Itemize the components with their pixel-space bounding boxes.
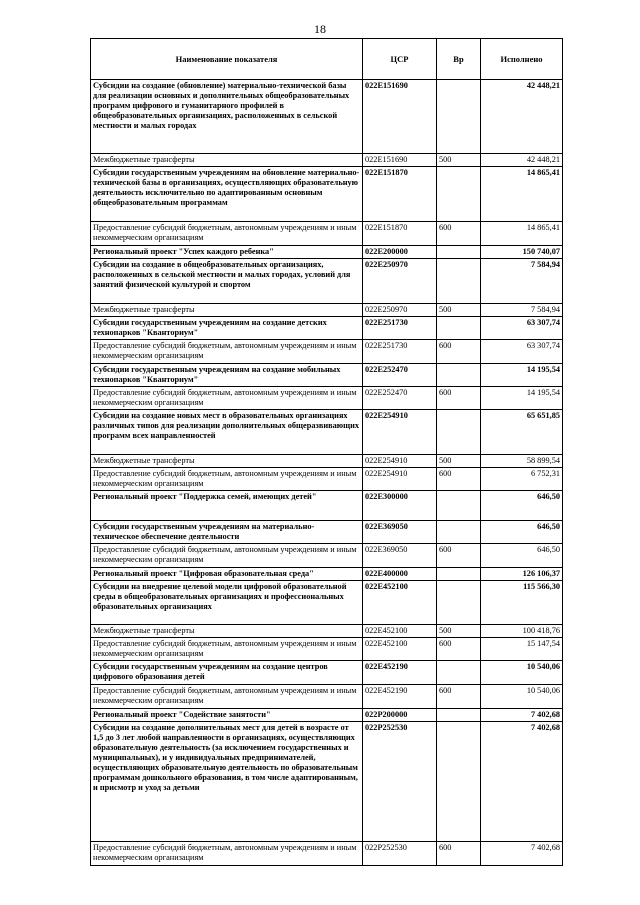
name-cell: Региональный проект "Успех каждого ребенка"	[91, 246, 363, 259]
csr-cell: 022E252470	[363, 387, 437, 410]
name-cell: Региональный проект "Цифровая образовательная среда"	[91, 568, 363, 581]
name-cell: Региональный проект "Поддержка семей, имеющих детей"	[91, 491, 363, 521]
csr-cell: 022P200000	[363, 709, 437, 722]
name-cell: Субсидии на внедрение целевой модели цифровой образовательной среды в общеобразовательных организациях и профессиональных образовательных организациях	[91, 581, 363, 625]
sum-cell: 7 402,68	[481, 842, 563, 866]
sum-cell: 646,50	[481, 544, 563, 568]
vr-cell: 600	[437, 387, 481, 410]
sum-cell: 100 418,76	[481, 625, 563, 638]
name-cell: Субсидии на создание в общеобразовательных организациях, расположенных в сельской местности и малых городах, условий для занятий физической культурой и спортом	[91, 259, 363, 304]
vr-cell: 600	[437, 222, 481, 246]
table-row	[91, 340, 563, 364]
table-row	[91, 246, 563, 259]
name-cell: Предоставление субсидий бюджетным, автономным учреждениям и иным некоммерческим организациям	[91, 222, 363, 246]
csr-cell: 022E250970	[363, 304, 437, 317]
vr-cell	[437, 709, 481, 722]
sum-cell: 14 195,54	[481, 387, 563, 410]
name-cell: Предоставление субсидий бюджетным, автономным учреждениям и иным некоммерческим организациям	[91, 468, 363, 491]
sum-cell: 65 651,85	[481, 410, 563, 455]
csr-cell: 022E151870	[363, 167, 437, 222]
table-row	[91, 154, 563, 167]
name-cell: Межбюджетные трансферты	[91, 154, 363, 167]
name-cell: Межбюджетные трансферты	[91, 455, 363, 468]
table-row	[91, 410, 563, 455]
csr-cell: 022E251730	[363, 317, 437, 340]
table-row	[91, 167, 563, 222]
sum-cell: 14 865,41	[481, 222, 563, 246]
csr-cell: 022E200000	[363, 246, 437, 259]
table-row	[91, 709, 563, 722]
vr-cell	[437, 661, 481, 685]
sum-cell: 63 307,74	[481, 317, 563, 340]
vr-cell	[437, 568, 481, 581]
vr-cell: 500	[437, 304, 481, 317]
csr-cell: 022E151690	[363, 80, 437, 154]
table-row	[91, 568, 563, 581]
column-header-vr: Вр	[437, 39, 481, 80]
table-row	[91, 625, 563, 638]
name-cell: Межбюджетные трансферты	[91, 304, 363, 317]
vr-cell: 500	[437, 625, 481, 638]
csr-cell: 022E254910	[363, 455, 437, 468]
table-row	[91, 455, 563, 468]
table-row	[91, 259, 563, 304]
page-number: 18	[314, 22, 326, 36]
vr-cell	[437, 410, 481, 455]
name-cell: Субсидии на создание (обновление) материально-технической базы для реализации основных и дополнительных общеобразовательных программ цифрового и гуманитарного профилей в общеобразовательных организациях, расположенных в сельской местности и малых городах	[91, 80, 363, 154]
sum-cell: 115 566,30	[481, 581, 563, 625]
csr-cell: 022E254910	[363, 468, 437, 491]
vr-cell	[437, 521, 481, 544]
name-cell: Предоставление субсидий бюджетным, автономным учреждениям и иным некоммерческим организациям	[91, 842, 363, 866]
table-row	[91, 80, 563, 154]
name-cell: Субсидии на создание дополнительных мест для детей в возрасте от 1,5 до 3 лет любой направленности в организациях, осуществляющих образовательную деятельность (за исключением государственных и муниципальных), и у индивидуальных предпринимателей, осуществляющих образовательную деятельность по образовательным программам дошкольного образования, в том числе адаптированным, и присмотр и уход за детьми	[91, 722, 363, 842]
vr-cell	[437, 246, 481, 259]
csr-cell: 022P252530	[363, 842, 437, 866]
csr-cell: 022E369050	[363, 521, 437, 544]
vr-cell: 600	[437, 685, 481, 709]
table-row	[91, 685, 563, 709]
vr-cell	[437, 80, 481, 154]
sum-cell: 126 106,37	[481, 568, 563, 581]
vr-cell: 600	[437, 340, 481, 364]
csr-cell: 022E254910	[363, 410, 437, 455]
csr-cell: 022E300000	[363, 491, 437, 521]
csr-cell: 022E452190	[363, 661, 437, 685]
report-table	[90, 38, 563, 866]
sum-cell: 14 865,41	[481, 167, 563, 222]
name-cell: Субсидии государственным учреждениям на создание центров цифрового образования детей	[91, 661, 363, 685]
table-row	[91, 317, 563, 340]
table-row	[91, 842, 563, 866]
name-cell: Предоставление субсидий бюджетным, автономным учреждениям и иным некоммерческим организациям	[91, 544, 363, 568]
sum-cell: 7 584,94	[481, 259, 563, 304]
sum-cell: 150 740,07	[481, 246, 563, 259]
name-cell: Предоставление субсидий бюджетным, автономным учреждениям и иным некоммерческим организациям	[91, 387, 363, 410]
sum-cell: 7 402,68	[481, 709, 563, 722]
table-row	[91, 364, 563, 387]
sum-cell: 10 540,06	[481, 661, 563, 685]
table-row	[91, 222, 563, 246]
csr-cell: 022P252530	[363, 722, 437, 842]
vr-cell: 600	[437, 638, 481, 661]
sum-cell: 58 899,54	[481, 455, 563, 468]
csr-cell: 022E452100	[363, 581, 437, 625]
sum-cell: 63 307,74	[481, 340, 563, 364]
column-header-csr: ЦСР	[363, 39, 437, 80]
sum-cell: 42 448,21	[481, 80, 563, 154]
sum-cell: 6 752,31	[481, 468, 563, 491]
table-row	[91, 638, 563, 661]
vr-cell	[437, 581, 481, 625]
table-row	[91, 468, 563, 491]
vr-cell: 600	[437, 842, 481, 866]
table-row	[91, 661, 563, 685]
sum-cell: 7 584,94	[481, 304, 563, 317]
sum-cell: 42 448,21	[481, 154, 563, 167]
sum-cell: 646,50	[481, 491, 563, 521]
table-row	[91, 387, 563, 410]
name-cell: Предоставление субсидий бюджетным, автономным учреждениям и иным некоммерческим организациям	[91, 340, 363, 364]
table-row	[91, 521, 563, 544]
sum-cell: 7 402,68	[481, 722, 563, 842]
table-header-row	[91, 39, 563, 80]
csr-cell: 022E452100	[363, 638, 437, 661]
name-cell: Субсидии государственным учреждениям на материально-техническое обеспечение деятельности	[91, 521, 363, 544]
csr-cell: 022E250970	[363, 259, 437, 304]
csr-cell: 022E151870	[363, 222, 437, 246]
vr-cell	[437, 364, 481, 387]
csr-cell: 022E400000	[363, 568, 437, 581]
table-row	[91, 491, 563, 521]
vr-cell	[437, 167, 481, 222]
vr-cell	[437, 259, 481, 304]
vr-cell: 500	[437, 154, 481, 167]
name-cell: Субсидии на создание новых мест в образовательных организациях различных типов для реализации дополнительных общеразвивающих программ всех направленностей	[91, 410, 363, 455]
csr-cell: 022E251730	[363, 340, 437, 364]
csr-cell: 022E369050	[363, 544, 437, 568]
vr-cell: 600	[437, 544, 481, 568]
name-cell: Субсидии государственным учреждениям на создание мобильных технопарков "Кванториум"	[91, 364, 363, 387]
sum-cell: 646,50	[481, 521, 563, 544]
sum-cell: 15 147,54	[481, 638, 563, 661]
table-row	[91, 304, 563, 317]
name-cell: Субсидии государственным учреждениям на обновление материально-технической базы в организациях, осуществляющих образовательную деятельность исключительно по адаптированным основным общеобразовательным программам	[91, 167, 363, 222]
vr-cell	[437, 317, 481, 340]
vr-cell: 600	[437, 468, 481, 491]
column-header-sum: Исполнено	[481, 39, 563, 80]
csr-cell: 022E452190	[363, 685, 437, 709]
csr-cell: 022E252470	[363, 364, 437, 387]
name-cell: Предоставление субсидий бюджетным, автономным учреждениям и иным некоммерческим организациям	[91, 638, 363, 661]
column-header-name: Наименование показателя	[91, 39, 363, 80]
table-row	[91, 544, 563, 568]
sum-cell: 14 195,54	[481, 364, 563, 387]
csr-cell: 022E151690	[363, 154, 437, 167]
vr-cell	[437, 722, 481, 842]
name-cell: Предоставление субсидий бюджетным, автономным учреждениям и иным некоммерческим организациям	[91, 685, 363, 709]
name-cell: Субсидии государственным учреждениям на создание детских технопарков "Кванториум"	[91, 317, 363, 340]
vr-cell: 500	[437, 455, 481, 468]
sum-cell: 10 540,06	[481, 685, 563, 709]
table-row	[91, 581, 563, 625]
table-row	[91, 722, 563, 842]
csr-cell: 022E452100	[363, 625, 437, 638]
name-cell: Региональный проект "Содействие занятости"	[91, 709, 363, 722]
name-cell: Межбюджетные трансферты	[91, 625, 363, 638]
vr-cell	[437, 491, 481, 521]
